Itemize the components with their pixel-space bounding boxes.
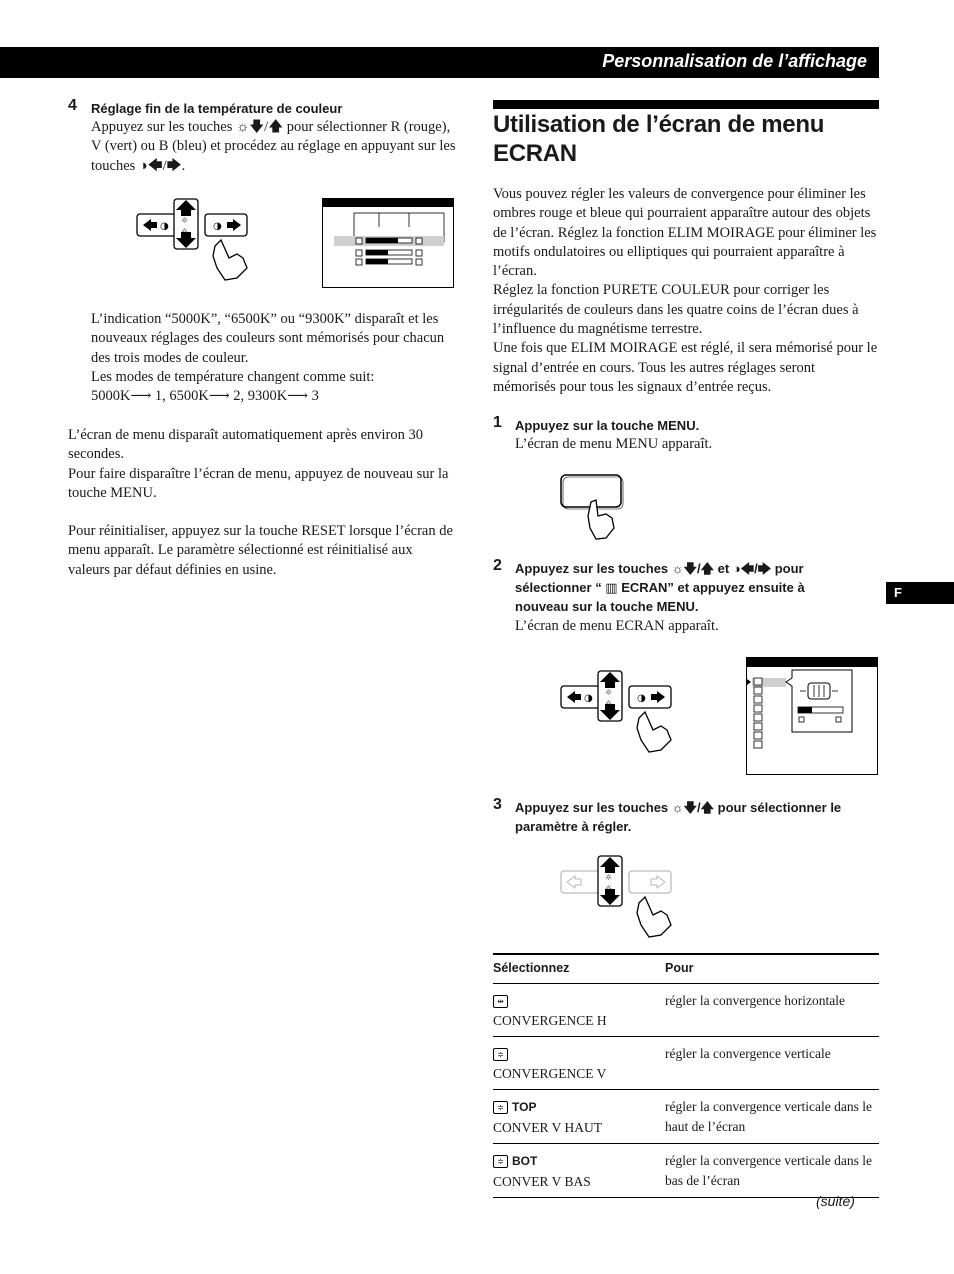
row-description: régler la convergence horizontale xyxy=(665,984,879,1037)
step-3-title: Appuyez sur les touches ☼🡇/🡅 pour sélectionner le paramètre à régler. xyxy=(515,800,842,834)
reset-paragraph: Pour réinitialiser, appuyez sur la touche RESET lorsque l’écran de menu apparaît. Le paramètre sélectionné est réinitialisé aux valeurs par défaut définies en usine. xyxy=(68,523,453,578)
row-selection xyxy=(493,984,665,1037)
row-description: régler la convergence verticale xyxy=(665,1037,879,1090)
step-2-text: L’écran de menu ECRAN apparaît. xyxy=(515,618,719,634)
step-4-title: Réglage fin de la température de couleur xyxy=(91,101,343,116)
svg-text:☼: ☼ xyxy=(605,873,613,882)
hand-pointer-icon xyxy=(637,712,671,752)
auto-hide-line-2: Pour faire disparaître l’écran de menu, appuyez de nouveau sur la touche MENU. xyxy=(68,465,449,501)
svg-text:◑: ◑ xyxy=(160,221,169,232)
header-title: Personnalisation de l’affichage xyxy=(602,51,867,71)
step-2-number: 2 xyxy=(493,557,502,574)
header-bar xyxy=(0,47,879,78)
step-3-number: 3 xyxy=(493,796,502,813)
ecran-menu-screen xyxy=(746,657,878,775)
continued-label: (suite) xyxy=(816,1193,855,1209)
table-row xyxy=(493,1090,879,1144)
control-pad-figure-2 xyxy=(557,668,675,754)
convergence-v-icon: ≑ xyxy=(493,1048,508,1061)
hand-pointer-icon xyxy=(213,240,247,280)
row-selection xyxy=(493,1037,665,1090)
after-figure-line-1: L’indication “5000K”, “6500K” ou “9300K” disparaît et les nouveaux réglages des couleurs sont mémorisés pour chacun des trois modes de couleur. xyxy=(91,311,445,366)
color-menu-screen xyxy=(322,198,454,288)
intro-para-1: Vous pouvez régler les valeurs de convergence pour éliminer les ombres rouge et bleue qui pourraient apparaître autour des objets de l’écran. Réglez la fonction ELIM MOIRAGE pour éliminer les motifs ondulatoires ou elliptiques qui pourraient apparaître à l’écran. xyxy=(493,186,877,280)
col-select-header: Sélectionnez xyxy=(493,954,665,984)
convergence-v-bot-icon: ≑ xyxy=(493,1155,508,1168)
svg-text:☼: ☼ xyxy=(605,699,613,708)
intro-para-3: Une fois que ELIM MOIRAGE est réglé, il sera mémorisé pour le signal d’entrée en cours. Tous les autres réglages seront mémorisés pour tous les signaux d’entrée reçus. xyxy=(493,340,878,395)
row-name: CONVERGENCE H xyxy=(493,1012,607,1028)
svg-text:◑: ◑ xyxy=(213,221,222,232)
svg-text:☼: ☼ xyxy=(181,216,189,225)
step-1-title: Appuyez sur la touche MENU. xyxy=(515,418,700,433)
row-tag: BOT xyxy=(512,1154,538,1168)
step-4-text: Appuyez sur les touches ☼🡇/🡅 pour sélectionner R (rouge), V (vert) ou B (bleu) et procédez au réglage en appuyant sur les touches ◑🡄/🡆. xyxy=(91,119,456,174)
section-rule xyxy=(493,100,879,109)
section-title: Utilisation de l’écran de menu ECRAN xyxy=(493,111,825,167)
step-2-title: Appuyez sur les touches ☼🡇/🡅 et ◑🡄/🡆 pour sélectionner “ ▥ ECRAN” et appuyez ensuite à nouveau sur la touche MENU. xyxy=(515,561,805,614)
convergence-h-icon: ⇹ xyxy=(493,995,508,1008)
after-figure-line-3: 5000K⟶ 1, 6500K⟶ 2, 9300K⟶ 3 xyxy=(91,388,319,405)
step-1-number: 1 xyxy=(493,414,502,431)
menu-button-figure xyxy=(558,472,628,542)
row-selection xyxy=(493,1090,665,1144)
table-header-row xyxy=(493,954,879,984)
svg-text:☼: ☼ xyxy=(605,884,613,893)
row-selection xyxy=(493,1144,665,1198)
svg-text:◑: ◑ xyxy=(637,693,646,704)
table-row xyxy=(493,1144,879,1198)
table-row xyxy=(493,984,879,1037)
intro-text xyxy=(493,185,881,397)
row-name: CONVER V BAS xyxy=(493,1173,591,1189)
col-purpose-header: Pour xyxy=(665,954,879,984)
convergence-v-top-icon: ≑ xyxy=(493,1101,508,1114)
row-name: CONVERGENCE V xyxy=(493,1065,607,1081)
svg-text:☼: ☼ xyxy=(605,688,613,697)
step-1-text: L’écran de menu MENU apparaît. xyxy=(515,436,713,452)
svg-text:◑: ◑ xyxy=(584,693,593,704)
control-pad-figure-3 xyxy=(557,853,675,939)
auto-hide-line-1: L’écran de menu disparaît automatiquement après environ 30 secondes. xyxy=(68,427,423,463)
row-description: régler la convergence verticale dans le bas de l’écran xyxy=(665,1144,879,1198)
auto-hide-paragraph xyxy=(68,426,458,503)
selection-table xyxy=(493,953,879,1198)
language-tab: F xyxy=(886,582,954,604)
svg-text:☼: ☼ xyxy=(181,227,189,236)
control-pad-figure xyxy=(133,196,251,282)
table-row xyxy=(493,1037,879,1090)
hand-pointer-icon xyxy=(637,897,671,937)
after-figure-text xyxy=(91,310,457,406)
intro-para-2: Réglez la fonction PURETE COULEUR pour corriger les irrégularités de couleurs dans les quatre coins de l’écran dues à l’influence du magnétisme terrestre. xyxy=(493,282,859,338)
after-figure-line-2: Les modes de température changent comme suit: xyxy=(91,368,375,385)
row-name: CONVER V HAUT xyxy=(493,1119,603,1135)
row-tag: TOP xyxy=(512,1100,537,1114)
step-4-number: 4 xyxy=(68,97,77,114)
row-description: régler la convergence verticale dans le haut de l’écran xyxy=(665,1090,879,1144)
